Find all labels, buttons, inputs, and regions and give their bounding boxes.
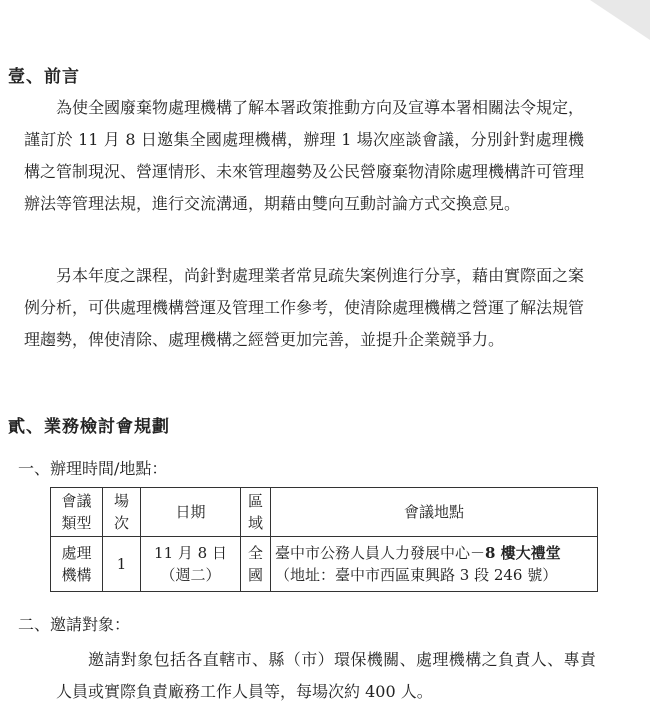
cell-date	[141, 537, 241, 592]
page-corner-fold	[590, 0, 650, 40]
venue-name: 臺中市公務人員人力發展中心－	[275, 544, 486, 562]
preface-paragraph-2: 另本年度之課程，尚針對處理業者常見疏失案例進行分享，藉由實際面之案例分析，可供處理機構營運及管理工作參考，使清除處理機構之營運了解法規管理趨勢，俾使清除、處理機構之經營更加完善，並提升企業競爭力。	[24, 266, 585, 349]
section-heading-preface: 壹、前言	[8, 67, 80, 87]
header-meeting-type: 會議類型	[51, 488, 103, 537]
section-heading-planning: 貳、業務檢討會規劃	[8, 417, 170, 437]
venue-line-1	[275, 542, 593, 564]
header-date: 日期	[141, 488, 241, 537]
cell-sessions: 1	[103, 537, 141, 592]
cell-venue	[271, 537, 598, 592]
header-venue: 會議地點	[271, 488, 598, 537]
invitees-paragraph: 邀請對象包括各直轄市、縣（市）環保機關、處理機構之負責人、專責人員或實際負責廠務工作人員等，每場次約 400 人。	[56, 650, 596, 701]
venue-hall: 8 樓大禮堂	[485, 544, 561, 562]
date-line-2: （週二）	[160, 566, 221, 584]
venue-line-2: （地址：臺中市西區東興路 3 段 246 號）	[275, 566, 558, 584]
header-sessions: 場次	[103, 488, 141, 537]
item-time-location-label: 一、辦理時間/地點：	[18, 459, 168, 478]
preface-paragraph-1: 為使全國廢棄物處理機構了解本署政策推動方向及宣導本署相關法令規定，謹訂於 11 月 8 日邀集全國處理機構，辦理 1 場次座談會議，分別針對處理機構之管制現況、營運情形、未來管理趨勢及公民營廢棄物清除處理機構許可管理辦法等管理法規，進行交流溝通，期藉由雙向互動討論方式交換意見。	[24, 98, 585, 213]
table-header-row	[51, 488, 598, 537]
schedule-table	[50, 487, 598, 592]
table-row	[51, 537, 598, 592]
cell-meeting-type: 處理機構	[51, 537, 103, 592]
cell-region: 全國	[241, 537, 271, 592]
item-invitees-label: 二、邀請對象：	[18, 615, 131, 634]
date-line-1: 11 月 8 日	[154, 544, 227, 562]
header-region: 區域	[241, 488, 271, 537]
